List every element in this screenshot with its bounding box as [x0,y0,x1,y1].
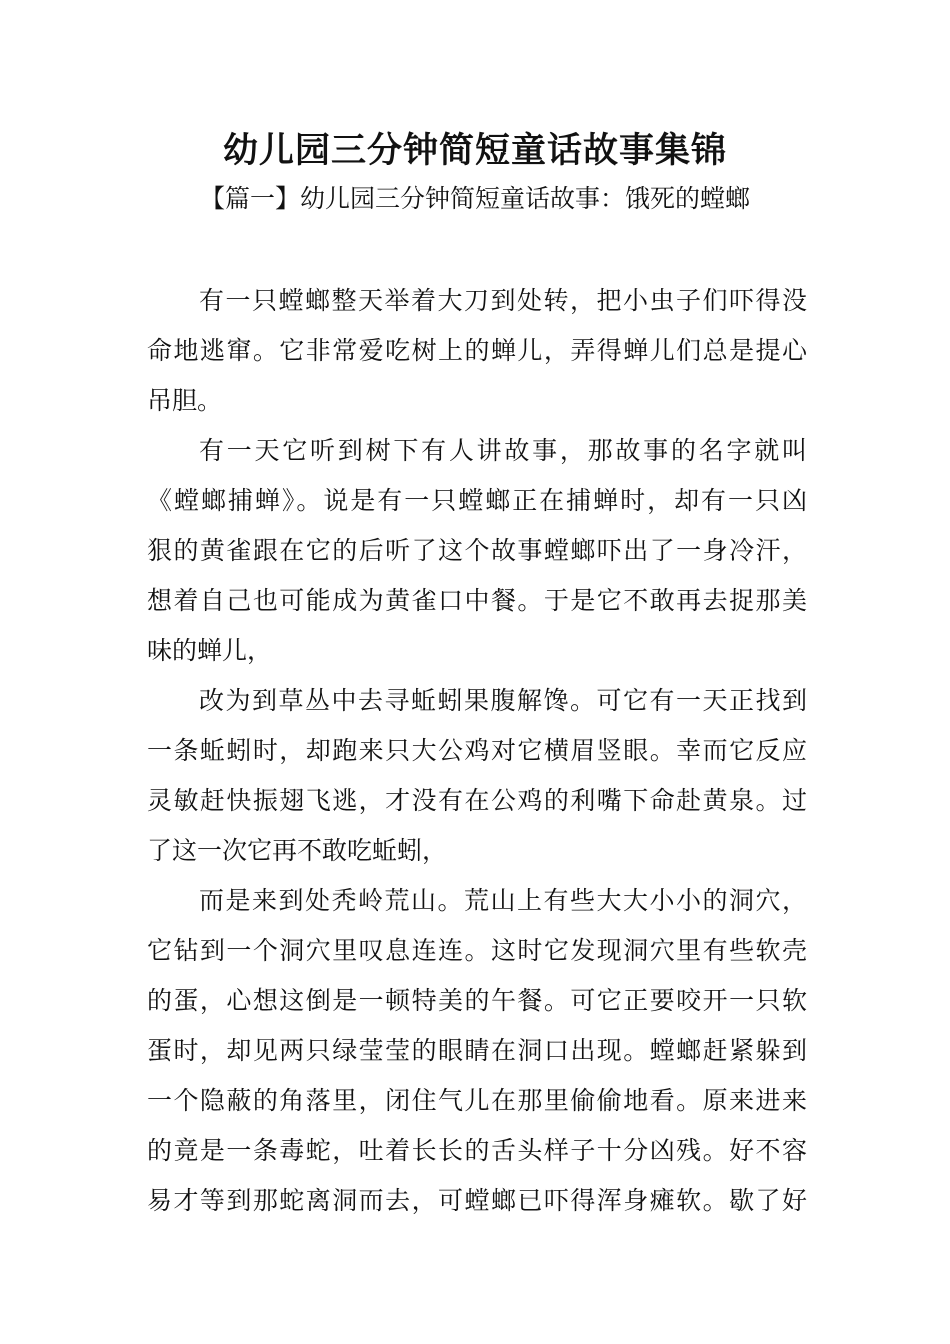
document-title: 幼儿园三分钟简短童话故事集锦 [222,130,727,171]
text-line: 的蛋，心想这倒是一顿特美的午餐。可它正要咬开一只软 [147,986,807,1015]
document-subtitle: 【篇一】幼儿园三分钟简短童话故事：饿死的螳螂 [199,184,750,213]
text-line: 易才等到那蛇离洞而去，可螳螂已吓得浑身瘫软。歇了好 [147,1186,807,1215]
text-line: 一条蚯蚓时，却跑来只大公鸡对它横眉竖眼。幸而它反应 [147,736,807,765]
text-line: 味的蝉儿， [147,636,273,665]
text-line: 而是来到处秃岭荒山。荒山上有些大大小小的洞穴， [199,886,807,915]
text-line: 改为到草丛中去寻蚯蚓果腹解馋。可它有一天正找到 [199,686,807,715]
text-line: 《螳螂捕蝉》。说是有一只螳螂正在捕蝉时，却有一只凶 [147,486,807,515]
text-line: 想着自己也可能成为黄雀口中餐。于是它不敢再去捉那美 [147,586,807,615]
text-line: 有一天它听到树下有人讲故事，那故事的名字就叫 [199,436,807,465]
text-line: 蛋时，却见两只绿莹莹的眼睛在洞口出现。螳螂赶紧躲到 [147,1036,807,1065]
text-line: 吊胆。 [147,386,223,415]
text-line: 有一只螳螂整天举着大刀到处转，把小虫子们吓得没 [199,286,807,315]
text-line: 命地逃窜。它非常爱吃树上的蝉儿，弄得蝉儿们总是提心 [147,336,807,365]
story-body [147,278,807,1228]
text-line: 了这一次它再不敢吃蚯蚓， [147,836,448,865]
text-line: 狠的黄雀跟在它的后听了这个故事螳螂吓出了一身冷汗， [147,536,807,565]
text-line: 它钻到一个洞穴里叹息连连。这时它发现洞穴里有些软壳 [147,936,807,965]
text-line: 灵敏赶快振翅飞逃，才没有在公鸡的利嘴下命赴黄泉。过 [147,786,807,815]
text-line: 一个隐蔽的角落里，闭住气儿在那里偷偷地看。原来进来 [147,1086,807,1115]
text-line: 的竟是一条毒蛇，吐着长长的舌头样子十分凶残。好不容 [147,1136,807,1165]
